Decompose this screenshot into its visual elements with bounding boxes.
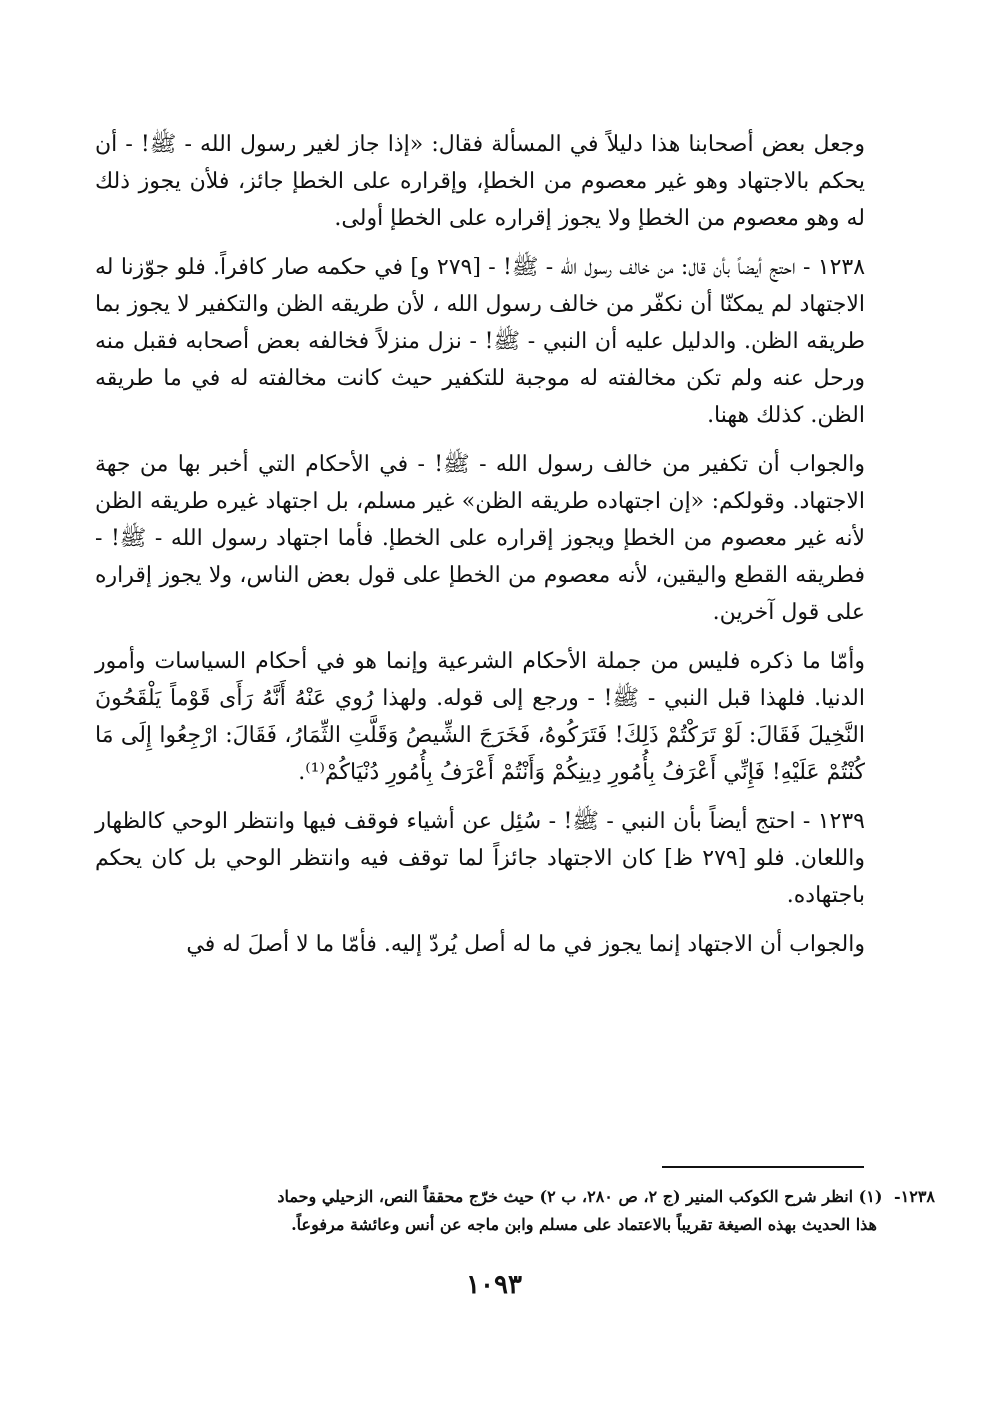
footnote-ref: ١٢٣٨- (893, 1187, 935, 1206)
paragraph-3: والجواب أن تكفير من خالف رسول الله - ﷺ! - في الأحكام التي أخبر بها من جهة الاجتهاد. وقولكم: «إن اجتهاده طريقه الظن» غير مسلم، بل اجتهاد غيره طريقه الظن لأنه غير معصوم من الخطإ ويجوز إقراره على الخطإ. فأما اجتهاد رسول الله - ﷺ! - فطريقه القطع واليقين، لأنه معصوم من الخطإ على قول بعض الناس، ولا يجوز إقراره على قول آخرين. (95, 452, 865, 625)
footnote-line-1 (95, 1183, 935, 1211)
footnote-divider (662, 1166, 864, 1168)
paragraph-1: وجعل بعض أصحابنا هذا دليلاً في المسألة فقال: «إذا جاز لغير رسول الله - ﷺ! - أن يحكم بالاجتهاد وهو غير معصوم من الخطإ، وإقراره على الخطإ جائز، فلأن يجوز ذلك له وهو معصوم من الخطإ ولا يجوز إقراره على الخطإ أولى. (95, 132, 865, 231)
paragraph-5: ١٢٣٩ - احتج أيضاً بأن النبي - ﷺ! - سُئِل عن أشياء فوقف فيها وانتظر الوحي كالظهار واللعان. فلو [٢٧٩ ظ] كان الاجتهاد جائزاً لما توقف فيه وانتظر الوحي بل كان يحكم باجتهاده. (95, 809, 865, 908)
paragraph-2: ١٢٣٨ - احتج أيضاً بأن قال: من خالف رسول الله - ﷺ! - [٢٧٩ و] في حكمه صار كافراً. فلو جوّزنا له الاجتهاد لم يمكنّا أن نكفّر من خالف رسول الله ، لأن طريقه الظن والتكفير لا يجوز بما طريقه الظن. والدليل عليه أن النبي - ﷺ! - نزل منزلاً فخالفه بعض أصحابه فقبل منه ورحل عنه ولم تكن مخالفته له موجبة للتكفير حيث كانت مخالفته له في ما طريقه الظن. كذلك ههنا. (95, 255, 866, 428)
main-text (95, 126, 865, 975)
footnote-line-2: هذا الحديث بهذه الصيغة تقريباً بالاعتماد على مسلم وابن ماجه عن أنس وعائشة مرفوعاً. (291, 1215, 877, 1234)
paragraph-4: وأمّا ما ذكره فليس من جملة الأحكام الشرعية وإنما هو في أحكام السياسات وأمور الدنيا. فلهذا قبل النبي - ﷺ! - ورجع إلى قوله. ولهذا رُوي عَنْهُ أَنَّهُ رَأَى قَوْماً يَلْقَحُونَ النَّخِيلَ فَقَالَ: لَوْ تَرَكْتُمْ ذَلِكَ! فَتَرَكُوهُ، فَخَرَجَ الشِّيصُ وَقَلَّتِ الثِّمَارُ، فَقَالَ: ارْجِعُوا إِلَى مَا كُنْتُمْ عَلَيْهِ! فَإِنِّي أَعْرَفُ بِأُمُورِ دِينِكُمْ وَأَنْتُمْ أَعْرَفُ بِأُمُورِ دُنْيَاكُمْ⁽¹⁾. (95, 649, 865, 785)
footnote (95, 1183, 935, 1239)
page-number: ١٠٩٣ (466, 1270, 522, 1300)
footnote-text-1: (١) انظر شرح الكوكب المنير (ج ٢، ص ٢٨٠، ب ٢) حيث خرّج محققاً النص، الزحيلي وحماد (277, 1187, 883, 1206)
paragraph-6: والجواب أن الاجتهاد إنما يجوز في ما له أصل يُردّ إليه. فأمّا ما لا أصلَ له في (186, 932, 865, 957)
